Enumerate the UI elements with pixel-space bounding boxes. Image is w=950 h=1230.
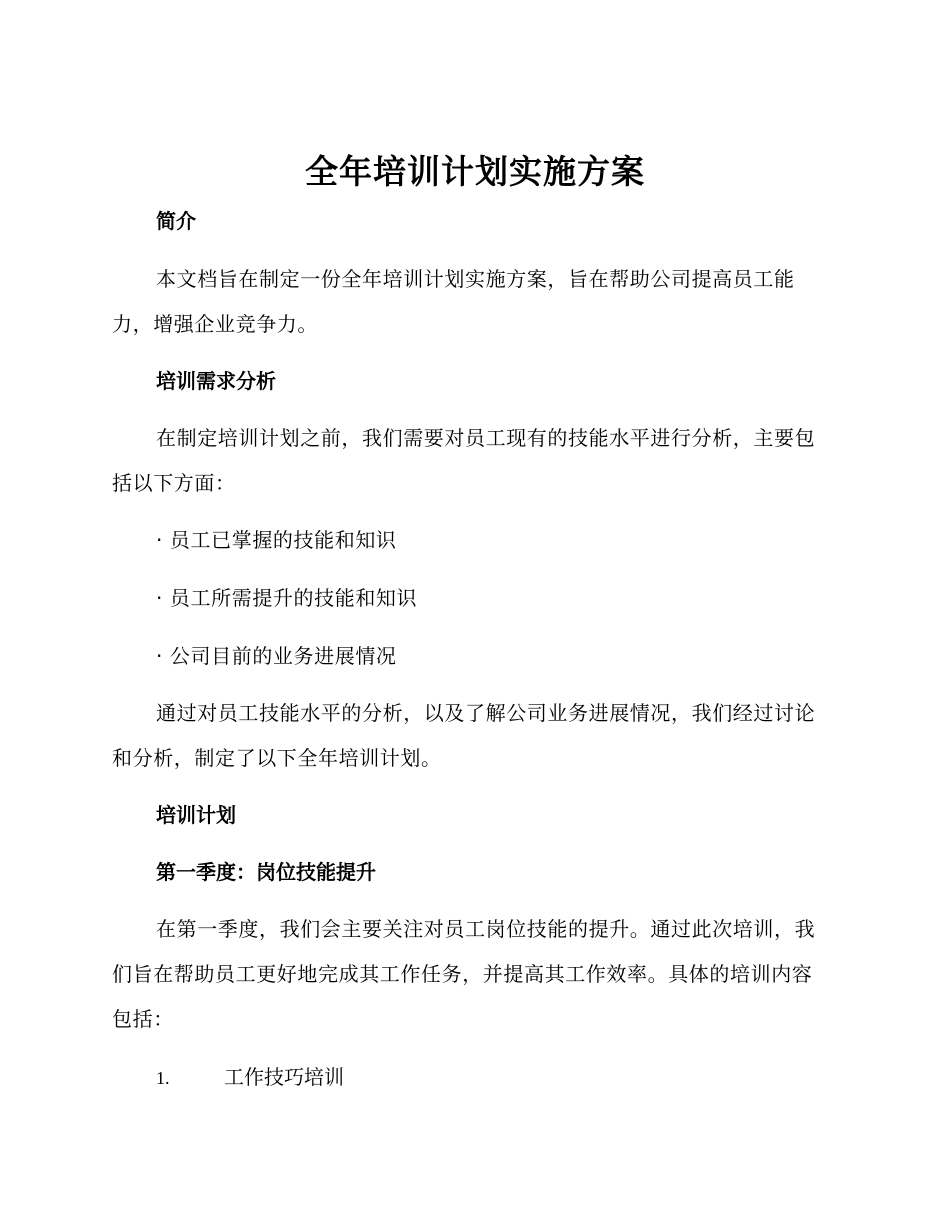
section-heading-q1: 第一季度：岗位技能提升 <box>156 860 376 884</box>
bullet-item: · 公司目前的业务进展情况 <box>156 644 397 668</box>
bullet-item: · 员工已掌握的技能和知识 <box>156 528 397 552</box>
q1-paragraph: 在第一季度，我们会主要关注对员工岗位技能的提升。通过此次培训，我们旨在帮助员工更好地完成其工作任务，并提高其工作效率。具体的培训内容包括： <box>112 917 816 1031</box>
analysis-paragraph: 通过对员工技能水平的分析，以及了解公司业务进展情况，我们经过讨论和分析，制定了以下全年培训计划。 <box>112 701 816 770</box>
intro-paragraph: 本文档旨在制定一份全年培训计划实施方案，旨在帮助公司提高员工能力，增强企业竞争力。 <box>112 267 795 336</box>
section-heading-plan: 培训计划 <box>156 803 236 827</box>
list-number: 1. <box>156 1068 170 1088</box>
bullet-item: · 员工所需提升的技能和知识 <box>156 586 418 610</box>
section-heading-intro: 简介 <box>156 209 196 233</box>
document-title: 全年培训计划实施方案 <box>305 152 645 191</box>
list-item-label: 工作技巧培训 <box>224 1065 344 1089</box>
needs-paragraph: 在制定培训计划之前，我们需要对员工现有的技能水平进行分析，主要包括以下方面： <box>112 426 816 495</box>
numbered-list-item <box>156 1063 344 1092</box>
section-heading-needs: 培训需求分析 <box>156 369 276 393</box>
